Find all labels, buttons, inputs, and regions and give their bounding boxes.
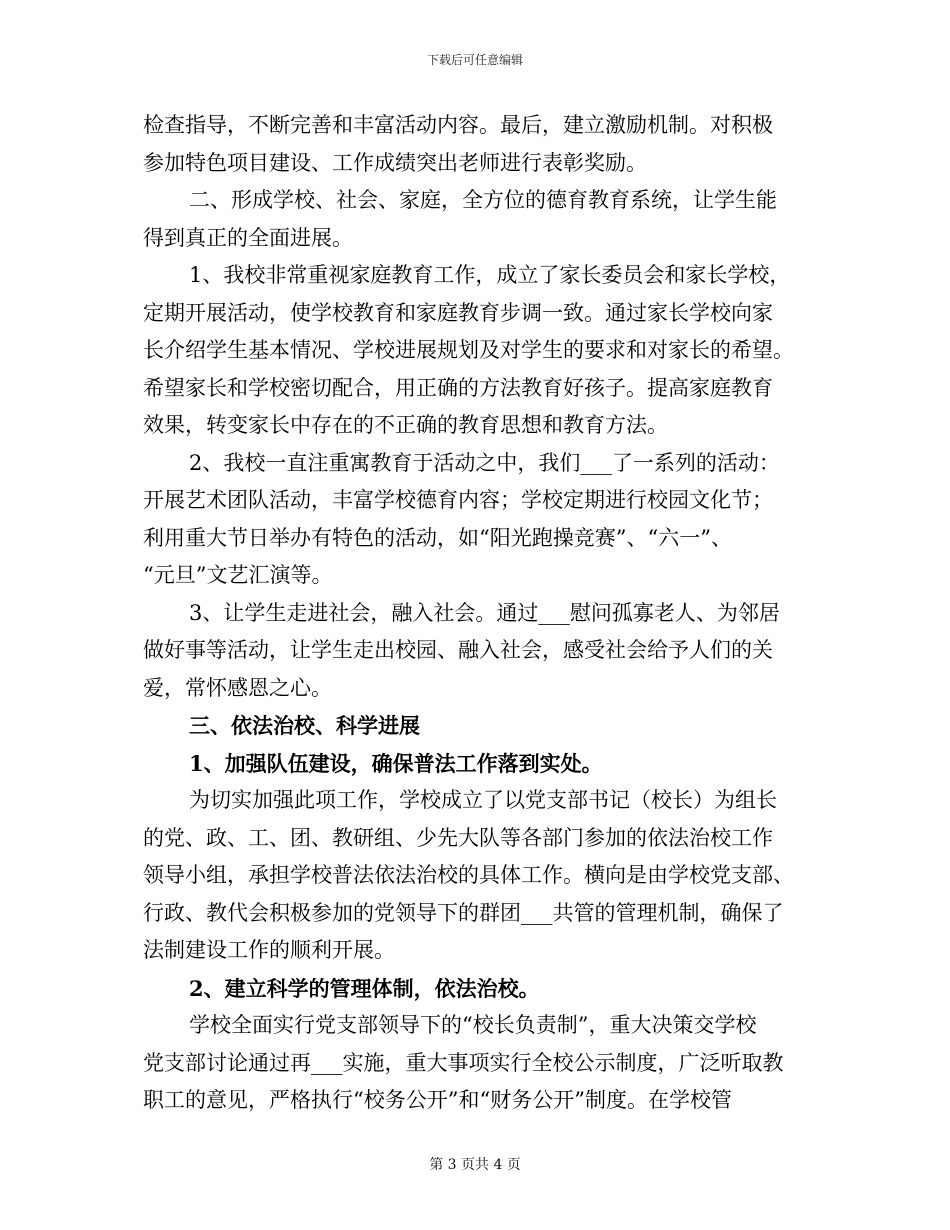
text-line: 希望家长和学校密切配合，用正确的方法教育好孩子。提高家庭教育 (143, 375, 773, 400)
text-line: 领导小组，承担学校普法依法治校的具体工作。横向是由学校党支部、 (143, 863, 794, 887)
text-line: “元旦”文艺汇演等。 (143, 563, 333, 587)
paragraph-start-line: 为切实加强此项工作，学校成立了以党支部书记（校长）为组长 (189, 788, 777, 812)
text-line: 利用重大节日举办有特色的活动，如“阳光跑操竞赛”、“六一”、 (143, 525, 732, 550)
paragraph-start-line: 3、让学生走进社会，融入社会。通过___慰问孤寡老人、为邻居 (189, 600, 780, 625)
text-line: 行政、教代会积极参加的党领导下的群团___共管的管理机制，确保了 (143, 900, 784, 925)
text-line: 开展艺术团队活动，丰富学校德育内容；学校定期进行校园文化节； (143, 488, 773, 512)
text-line: 党支部讨论通过再___实施，重大事项实行全校公示制度，广泛听取教 (143, 1050, 784, 1075)
paragraph-start-line: 2、我校一直注重寓教育于活动之中，我们___了一系列的活动： (189, 450, 780, 475)
text-line: 爱，常怀感恩之心。 (143, 675, 332, 700)
text-line: 检查指导，不断完善和丰富活动内容。最后，建立激励机制。对积极 (143, 113, 773, 137)
section-heading: 三、依法治校、科学进展 (189, 713, 420, 738)
subsection-heading: 2、建立科学的管理体制，依法治校。 (189, 975, 540, 1001)
text-line: 定期开展活动，使学校教育和家庭教育步调一致。通过家长学校向家 (143, 300, 773, 325)
page-footer: 第 3 页共 4 页 (429, 1157, 521, 1173)
text-line: 做好事等活动，让学生走出校园、融入社会，感受社会给予人们的关 (143, 638, 773, 662)
text-line: 法制建设工作的顺利开展。 (143, 938, 395, 962)
page-header: 下载后可任意编辑 (426, 53, 523, 67)
text-line: 效果，转变家长中存在的不正确的教育思想和教育方法。 (143, 413, 668, 437)
paragraph-start-line: 1、我校非常重视家庭教育工作，成立了家长委员会和家长学校， (189, 263, 791, 287)
text-line: 得到真正的全面进展。 (143, 225, 353, 250)
text-line: 长介绍学生基本情况、学校进展规划及对学生的要求和对家长的希望。 (143, 338, 794, 362)
document-body (143, 107, 808, 1120)
subsection-heading: 1、加强队伍建设，确保普法工作落到实处。 (189, 750, 603, 776)
text-line: 的党、政、工、团、教研组、少先大队等各部门参加的依法治校工作 (143, 825, 773, 850)
section-heading-line: 二、形成学校、社会、家庭，全方位的德育教育系统，让学生能 (189, 188, 777, 212)
text-line: 职工的意见，严格执行“校务公开”和“财务公开”制度。在学校管 (143, 1088, 732, 1112)
paragraph-start-line: 学校全面实行党支部领导下的“校长负责制”，重大决策交学校 (189, 1013, 757, 1037)
text-line: 参加特色项目建设、工作成绩突出老师进行表彰奖励。 (143, 150, 647, 175)
